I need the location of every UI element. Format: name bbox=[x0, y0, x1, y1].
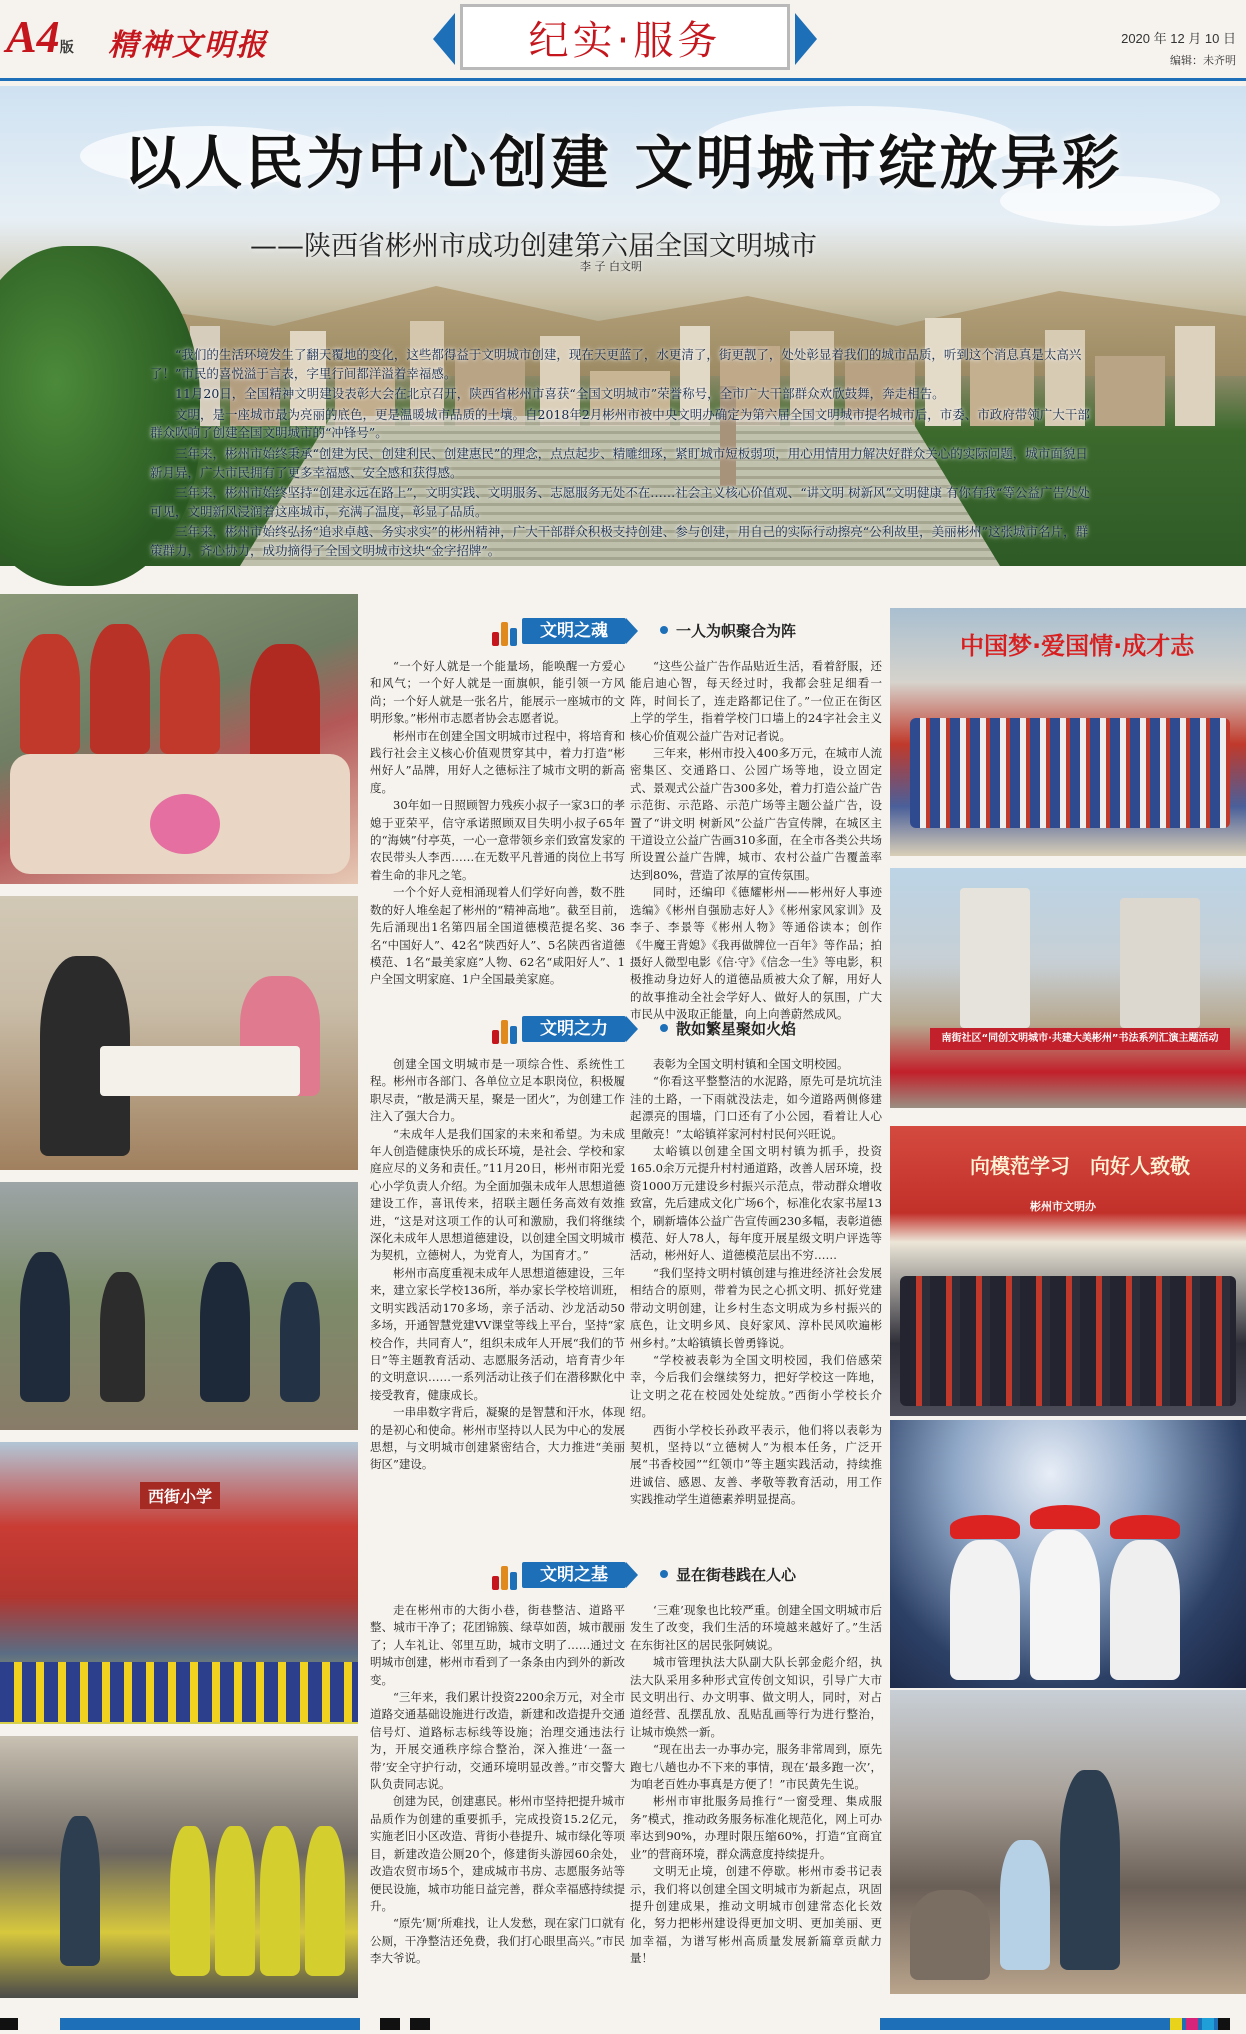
article-column bbox=[630, 1602, 882, 2000]
photo-police-help-child bbox=[890, 1690, 1246, 1994]
paragraph: ‘三难’现象也比较严重。创建全国文明城市后发生了改变，我们生活的环境越来越好了。”生活在东街社区的居民张阿姨说。 bbox=[630, 1603, 882, 1652]
paragraph: 太峪镇以创建全国文明村镇为抓手，投资165.0余万元提升村村通道路，改善人居环境，投资1000万元建设乡村振兴示范点，带动群众增收致富，先后建成文化广场6个，标准化农家书屋13个，刷新墙体公益广告宣传画230多幅，表彰道德模范、好人78人，每年度开展星级文明户评选等活动，彬州好人、道德模范层出不穷…… bbox=[630, 1144, 882, 1263]
photo-community-event bbox=[890, 868, 1246, 1108]
page-suffix: 版 bbox=[59, 41, 74, 56]
byline: 李 子 白文明 bbox=[580, 260, 642, 273]
paragraph: 表彰为全国文明村镇和全国文明校园。 bbox=[653, 1057, 849, 1071]
section-subtitle: 散如繁星聚如火焰 bbox=[676, 1020, 797, 1038]
arrow-right-icon bbox=[795, 13, 817, 65]
article-column bbox=[370, 658, 625, 987]
page-number: A4版 bbox=[6, 11, 74, 62]
article-column bbox=[370, 1056, 625, 1556]
choir-banner: 中国梦·爱国情·成才志 bbox=[960, 632, 1195, 660]
section-tag bbox=[490, 1012, 650, 1046]
section-logo-icon bbox=[490, 1014, 522, 1044]
paragraph: “原先‘厕’所难找，让人发愁，现在家门口就有公厕，干净整洁还免费，我们打心眼里高兴。”市民李大爷说。 bbox=[370, 1916, 625, 1966]
paragraph: 文明无止境，创建不停歇。彬州市委书记表示，我们将以创建全国文明城市为新起点，巩固提升创建成果，推动文明城市创建常态化长效化，努力把彬州建设得更加文明、更加美丽、更加幸福，为谱写彬州高质量发展新篇章贡献力量！ bbox=[630, 1864, 882, 1966]
paragraph: 彬州市审批服务局推行“一窗受理、集成服务”模式，推动政务服务标准化规范化，网上可办率达到90%，办理时限压缩60%，打造“宜商宜业”的营商环境，群众满意度持续提升。 bbox=[630, 1794, 882, 1861]
section-title-box bbox=[460, 4, 790, 70]
arrow-left-icon bbox=[433, 13, 455, 65]
paragraph: 西街小学校长孙政平表示，他们将以表彰为契机，坚持以“立德树人”为根本任务，广泛开展“书香校园”“红领巾”等主题实践活动，持续推进诚信、感恩、友善、孝敬等教育活动，用工作实践推动学生道德素养明显提高。 bbox=[630, 1422, 882, 1507]
paragraph: 30年如一日照顾智力残疾小叔子一家3口的孝媳于亚荣平，信守承诺照顾双目失明小叔子65年的“海姨”付亭英，一心一意带领乡亲们致富发家的农民带头人李西……在无数平凡普通的岗位上书写着生命的非凡之笔。 bbox=[370, 798, 625, 882]
intro-paragraph: 11月20日，全国精神文明建设表彰大会在北京召开，陕西省彬州市喜获“全国文明城市”荣誉称号，全市广大干部群众欢欣鼓舞，奔走相告。 bbox=[175, 386, 945, 402]
article-column bbox=[630, 1056, 882, 1556]
paragraph: 彬州市在创建全国文明城市过程中，将培育和践行社会主义核心价值观贯穿其中，着力打造“彬州好人”品牌，用好人之德标注了城市文明的新高度。 bbox=[370, 728, 625, 795]
article-column bbox=[370, 1602, 625, 2000]
photo-traffic-police bbox=[0, 1736, 358, 1998]
paragraph: 创建为民，创建惠民。彬州市坚持把提升城市品质作为创建的重要抓手，完成投资15.2亿元，实施老旧小区改造、背街小巷提升、城市绿化等项目，新建改造公厕20个，修建街头游园60余处，改造农贸市场5个，建成城市书房、志愿服务站等便民设施，城市功能日益完善，群众幸福感持续提升。 bbox=[370, 1794, 625, 1913]
section-header-soul bbox=[490, 614, 870, 648]
section-tag bbox=[490, 614, 650, 648]
paragraph: “未成年人是我们国家的未来和希望。为未成年人创造健康快乐的成长环境，是社会、学校和家庭应尽的义务和责任。”11月20日，彬州市阳光爱心小学负责人介绍。为全面加强未成年人思想道德建设工作，喜讯传来，招联主题任务高效有效推进，“这是对这项工作的认可和激励，我们将继续深化未成年人思想道德建设，以创建全国文明城市为契机，立德树人，为党育人，为国育才。” bbox=[370, 1126, 625, 1263]
paragraph: “这些公益广告作品贴近生活，看着舒服，还能启迪心智，每天经过时，我都会驻足细看一阵，时间长了，连走路都记住了。”一位正在街区上学的学生，指着学校门口墙上的24字社会主义核心价值观公益广告对记者说。 bbox=[630, 659, 882, 743]
intro-paragraph: 三年来，彬州市始终坚持“创建永远在路上”，文明实践、文明服务、志愿服务无处不在……社会主义核心价值观、“讲文明 树新风”文明健康 有你有我“等公益广告处处可见，文明新风浸润着这座城市，充满了温度，彰显了品质。 bbox=[150, 485, 1090, 519]
issue-date: 2020 年 12 月 10 日 bbox=[1121, 31, 1236, 46]
article-column bbox=[630, 658, 882, 1022]
section-subtitle: 一人为帜聚合为阵 bbox=[676, 622, 797, 640]
headline: 以人民为中心创建 文明城市绽放异彩 bbox=[123, 129, 1123, 197]
section-tag-label: 文明之力 bbox=[522, 1016, 626, 1042]
award-banner: 向模范学习 向好人致敬 bbox=[970, 1154, 1190, 1178]
paragraph: “一个好人就是一个能量场，能唤醒一方爱心和风气；一个好人就是一面旗帜，能引领一方风尚；一个好人就是一张名片，能展示一座城市的文明形象。”彬州市志愿者协会志愿者说。 bbox=[370, 659, 625, 726]
paragraph: “现在出去一办事办完，服务非常周到，原先跑七八趟也办不下来的事情，现在‘最多跑一次’，为咱老百姓办事真是方便了！”市民黄先生说。 bbox=[630, 1742, 882, 1792]
photo-volunteers-children bbox=[0, 594, 358, 884]
section-title: 纪实·服务 bbox=[528, 17, 722, 64]
photo-award-ceremony bbox=[890, 1126, 1246, 1416]
editor-credit: 编辑：未齐明 bbox=[1170, 55, 1236, 67]
paragraph: 创建全国文明城市是一项综合性、系统性工程。彬州市各部门、各单位立足本职岗位，积极履职尽责，“散是满天星，聚是一团火”，为创建工作注入了强大合力。 bbox=[370, 1057, 625, 1124]
paragraph: 一串串数字背后，凝聚的是智慧和汗水，体现的是初心和使命。彬州市坚持以人民为中心的发展思想，与文明城市创建紧密结合，大力推进“美丽街区”建设。 bbox=[370, 1405, 625, 1472]
section-logo-icon bbox=[490, 1560, 522, 1590]
header-rule bbox=[0, 78, 1246, 81]
section-header-foundation bbox=[490, 1558, 870, 1592]
paragraph: 三年来，彬州市投入400多万元，在城市人流密集区、交通路口、公园广场等地，设立固定式、景观式公益广告300多处，着力打造公益广告示范街、示范路、示范广场等主题公益广告，设置了“讲文明 树新风”公益广告宣传牌，在城区主干道设立公益广告画310多面，在全市各类公共场所设置公益广告牌，城市、农村公益广告覆盖率达到80%，营造了浓厚的宣传氛围。 bbox=[630, 746, 882, 882]
hero-photo bbox=[0, 86, 1246, 566]
school-sign: 西街小学 bbox=[140, 1482, 220, 1509]
section-tag-label: 文明之基 bbox=[522, 1562, 626, 1588]
section-header-power bbox=[490, 1012, 870, 1046]
photo-school-choir bbox=[890, 608, 1246, 856]
paragraph: 同时，还编印《德耀彬州——彬州好人事迹选编》《彬州自强励志好人》《彬州家风家训》及李子、李景等《彬州人物》等通俗读本；创作《牛魔王背媳》《我再做牌位一百年》等作品；拍摄好人微型电影《信·守》《信念一生》等电影，积极推动身边好人的道德品质被大众了解，用好人的故事推动全社会学好人、做好人的氛围，广大市民从中汲取正能量，向上向善蔚然成风。 bbox=[630, 885, 882, 1022]
section-tag-label: 文明之魂 bbox=[522, 618, 626, 644]
paragraph: 一个个好人竞相涌现着人们学好向善，数不胜数的好人堆垒起了彬州的“精神高地”。截至目前，先后涌现出1名第四届全国道德模范提名奖、36名“中国好人”、42名“陕西好人”、5名陕西省道德模范、1名“最美家庭”人物、62名“咸阳好人”、1户全国文明家庭、1户全国最美家庭。 bbox=[370, 885, 625, 987]
intro-paragraph: 三年来，彬州市始终秉承“创建为民、创建利民、创建惠民”的理念，点点起步、精雕细琢，紧盯城市短板弱项，用心用情用力解决好群众关心的实际问题，城市面貌日新月异，广大市民拥有了更多幸福感、安全感和获得感。 bbox=[150, 445, 1088, 480]
section-subtitle: 显在街巷践在人心 bbox=[676, 1566, 797, 1584]
community-banner: 南街社区“同创文明城市·共建大美彬州”书法系列汇演主题活动 bbox=[930, 1028, 1230, 1050]
paragraph: 走在彬州市的大街小巷，街巷整洁、道路平整、城市干净了；花团锦簇、绿草如茵，城市靓丽了；人车礼让、邻里互助，城市文明了……通过文明城市创建，彬州市看到了一条条由内到外的新改变。 bbox=[370, 1603, 625, 1687]
subheadline: ——陕西省彬州市成功创建第六届全国文明城市 bbox=[250, 231, 817, 262]
photo-calligraphy bbox=[0, 896, 358, 1170]
award-sub-banner: 彬州市文明办 bbox=[1030, 1200, 1096, 1213]
newspaper-name: 精神文明报 bbox=[108, 28, 268, 63]
paragraph: 城市管理执法大队副大队长郭金彪介绍，执法大队采用多种形式宣传创文知识，引导广大市民文明出行、办文明事、做文明人，同时，对占道经营、乱摆乱放、乱贴乱画等行为进行整治，让城市焕然一新。 bbox=[630, 1655, 882, 1739]
section-tag bbox=[490, 1558, 650, 1592]
paragraph: 彬州市高度重视未成年人思想道德建设，三年来，建立家长学校136所，举办家长学校培训班，文明实践活动170多场，亲子活动、沙龙活动50多场，开通智慧党建VV课堂等线上平台，坚持“家校合作，共同育人”，组织未成年人开展“我们的节日”等主题教育活动、志愿服务活动，培育青少年的文明意识……一系列活动让孩子们在潜移默化中接受教育，健康成长。 bbox=[370, 1265, 625, 1402]
masthead bbox=[0, 0, 1246, 80]
intro-text bbox=[150, 346, 1090, 563]
print-color-bar bbox=[0, 2012, 1246, 2034]
photo-school bbox=[0, 1442, 358, 1724]
intro-paragraph: “我们的生活环境发生了翻天覆地的变化，这些都得益于文明城市创建，现在天更蓝了，水更清了，街更靓了，处处彰显着我们的城市品质，听到这个消息真是太高兴了！”市民的喜悦溢于言表，字里行间都洋溢着幸福感。 bbox=[150, 347, 1082, 381]
paragraph: “我们坚持文明村镇创建与推进经济社会发展相结合的原则，带着为民之心抓文明、抓好党建带动文明创建，让乡村生态文明成为乡村振兴的底色，让文明乡风、良好家风、淳朴民风吹遍彬州乡村。”太峪镇镇长曾勇锋说。 bbox=[630, 1265, 882, 1350]
section-logo-icon bbox=[490, 616, 522, 646]
photo-street-cleaning bbox=[0, 1182, 358, 1430]
paragraph: “三年来，我们累计投资2200余万元，对全市道路交通基础设施进行改造，新建和改造提升交通信号灯、道路标志标线等设施；治理交通违法行为，开展交通秩序综合整治，深入推进‘一盔一带’安全守护行动，交通环境明显改善。”市交警大队负责同志说。 bbox=[370, 1690, 625, 1792]
intro-paragraph: 三年来，彬州市始终弘扬“追求卓越、务实求实”的彬州精神，广大干部群众积极支持创建、参与创建，用自己的实际行动擦亮“公利故里，美丽彬州”这张城市名片，群策群力，齐心协力，成功摘得了全国文明城市这块“金字招牌”。 bbox=[150, 524, 1089, 558]
paragraph: “学校被表彰为全国文明校园，我们倍感荣幸，今后我们会继续努力，把好学校这一阵地，让文明之花在校园处处绽放。”西街小学校长介绍。 bbox=[630, 1352, 882, 1420]
paragraph: “你看这平整整洁的水泥路，原先可是坑坑洼洼的土路，一下雨就没法走，如今道路两侧修建起漂亮的围墙，门口还有了小公园，看着让人心里敞亮！”太峪镇祥家河村村民何兴旺说。 bbox=[630, 1074, 882, 1141]
photo-children-tunnel bbox=[890, 1420, 1246, 1688]
intro-paragraph: 文明，是一座城市最为亮丽的底色，更是温暖城市品质的土壤。自2018年2月彬州市被中央文明办确定为第六届全国文明城市提名城市后，市委、市政府带领广大干部群众吹响了创建全国文明城市的“冲锋号”。 bbox=[150, 406, 1090, 441]
